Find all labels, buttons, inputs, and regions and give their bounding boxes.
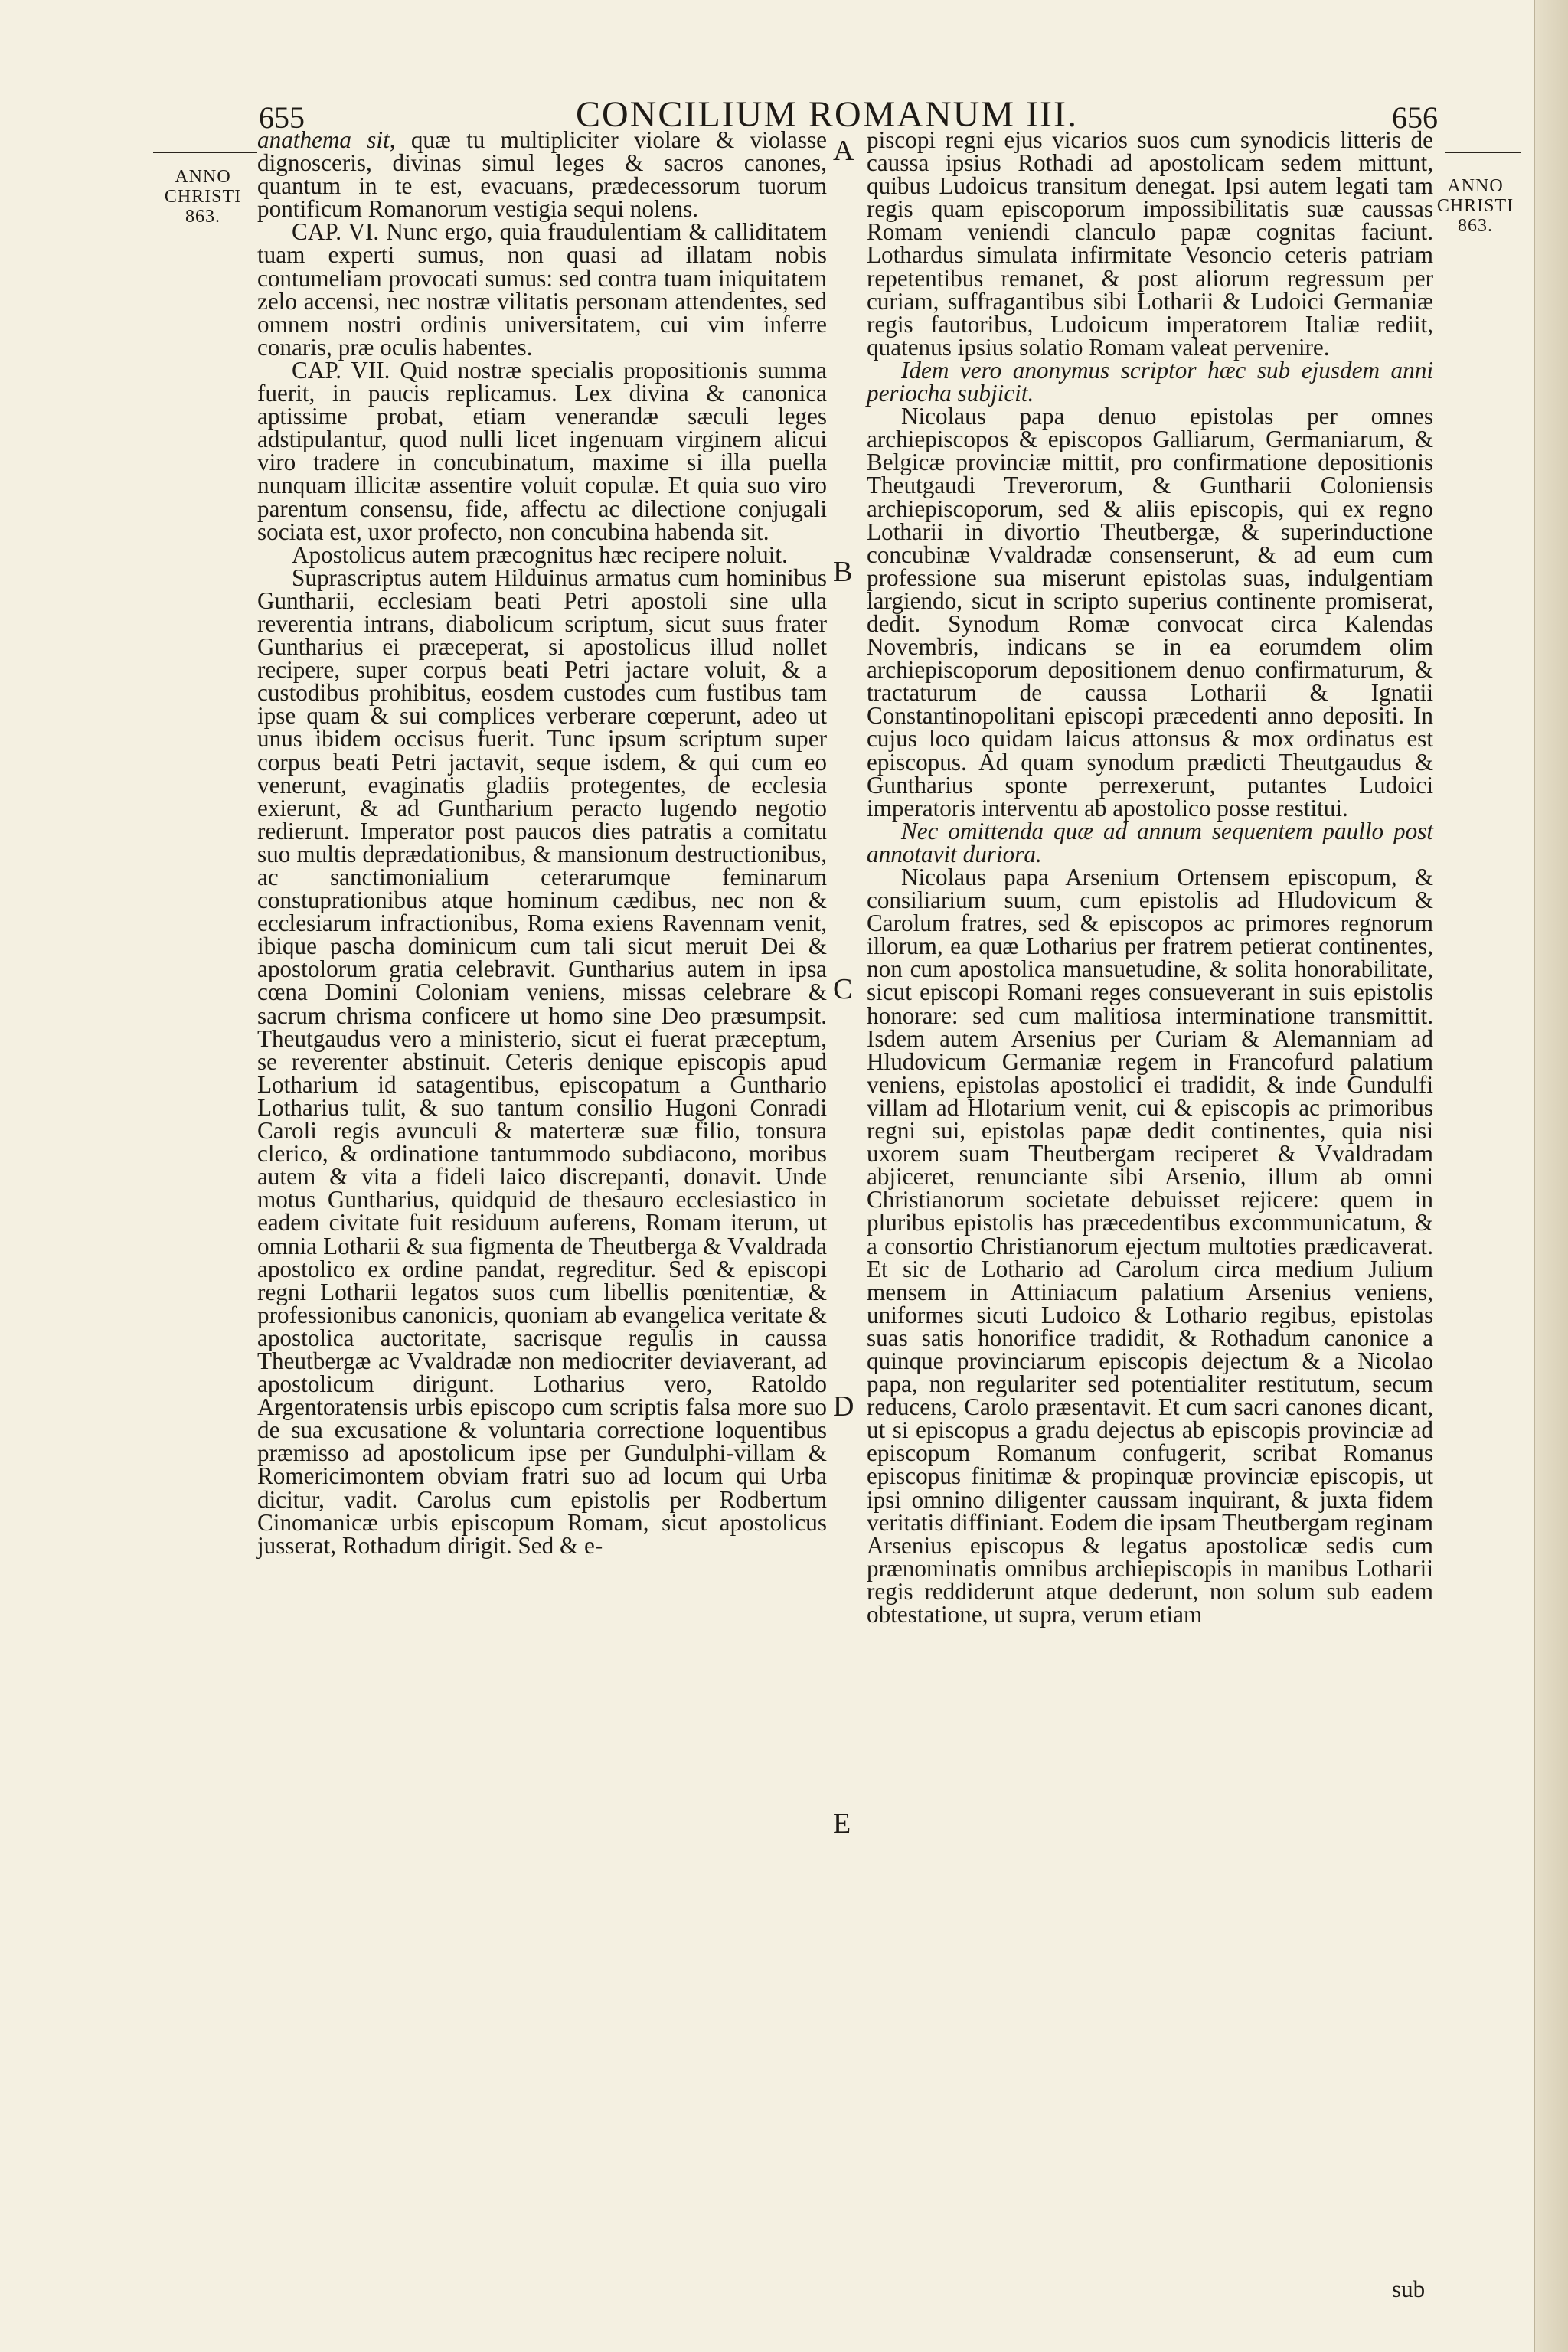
page-edge-shadow xyxy=(1534,0,1568,2352)
left-column xyxy=(257,126,827,1559)
running-title: CONCILIUM ROMANUM III. xyxy=(576,94,1078,135)
section-marker-a: A xyxy=(833,135,854,167)
margin-year-left: ANNO CHRISTI 863. xyxy=(164,167,242,227)
section-marker-d: D xyxy=(833,1390,854,1423)
italic-phrase: anathema sit xyxy=(257,126,390,153)
margin-rule-right xyxy=(1446,152,1521,153)
margin-year-right: ANNO CHRISTI 863. xyxy=(1436,176,1514,236)
section-marker-b: B xyxy=(833,556,853,588)
paragraph: Nicolaus papa Arsenium Ortensem episcopum, & consiliarium suum, cum epistolis ad Hludovicum & Carolum fratres, sed & episcopos ac primores regnorum illorum, ea quæ Lotharius per fratrem petierat continentes, non cum apostolica mansuetudine, & solita honorabilitate, sicut episcopi Romani reges consueverant in suis epistolis honorare: sed cum malitiosa interminatione transmittit. Isdem autem Arsenius per Curiam & Alemanniam ad Hludovicum Germaniæ regem in Francofurd palatium veniens, epistolas apostolici ei tradidit, & inde Gundulfi villam ad Hlotarium venit, cui & episcopis ac primoribus regni sui, epistolas papæ dedit continentes, quia nisi uxorem suam Theutbergam reciperet & Vvaldradam abjiceret, renunciante sibi Arsenio, illum ab omni Christianorum societate debuisset rejicere: quem in pluribus epistolis has præcedentibus excommunicatum, & a consortio Christianorum ejectum multoties prædicaverat. Et sic de Lothario ad Carolum circa medium Julium mensem in Attiniacum palatium Arsenius veniens, uniformes sicuti Ludoico & Lothario regibus, epistolas suas satis honorifice tradidit, & Rothadum canonice a quinque provinciarum episcopis dejectum & a Nicolao papa, non regulariter sed potentialiter restitutum, secum reducens, Carolo præsentavit. Et cum sacri canones dicant, ut si episcopus a gradu dejectus ab episcopis provinciæ ad episcopum Romanum confugerit, scribat Romanus episcopus finitimæ & propinquæ provinciæ episcopis, ut ipsi omnino diligenter caussam inquirant, & juxta fidem veritatis diffiniant. Eodem die ipsam Theutbergam reginam Arsenius episcopus & legatus apostolicæ sedis cum prænominatis omnibus archiepiscopis in manibus Lotharii regis reddiderunt atque dederunt, non solum sub eadem obtestatione, ut supra, verum etiam xyxy=(867,864,1433,1628)
right-column xyxy=(867,126,1433,1628)
page-number-right: 656 xyxy=(1392,100,1438,135)
paragraph: CAP. VI. Nunc ergo, quia fraudulentiam & calliditatem tuam experti sumus, non quasi ad illatam nobis contumeliam provocati sumus: sed contra tuam iniquitatem zelo accensi, nec nostræ vilitatis personam attendentes, sed omnem nostri ordinis universitatem, cui vim inferre conaris, præ oculis habentes. xyxy=(257,218,827,361)
section-marker-c: C xyxy=(833,973,853,1005)
paragraph: Suprascriptus autem Hilduinus armatus cum hominibus Guntharii, ecclesiam beati Petri apostoli sine ulla reverentia intrans, diabolicum scriptum, sicut suus frater Guntharius ei præceperat, si apostolicus illud nollet recipere, super corpus beati Petri jactare voluit, & a custodibus prohibitus, eosdem custodes cum fustibus tam ipse quam & sui complices verberare cœperunt, adeo ut unus ibidem occisus fuerit. Tunc ipsum scriptum super corpus beati Petri jactavit, seque isdem, & qui cum eo venerunt, evaginatis gladiis protegentes, de ecclesia exierunt, & ad Guntharium peracto lugendo negotio redierunt. Imperator post paucos dies patratis a comitatu suo multis deprædationibus, & mansionum destructionibus, ac sanctimonialium ceterarumque feminarum constuprationibus atque hominum cædibus, nec non & ecclesiarum infractionibus, Roma exiens Ravennam venit, ibique pascha dominicum cum tali sicut meruit Dei & apostolorum gratia celebravit. Guntharius autem in ipsa cœna Domini Coloniam veniens, missas celebrare & sacrum chrisma conficere ut homo sine Deo præsumpsit. Theutgaudus vero a ministerio, sicut ei fuerat præceptum, se reverenter abstinuit. Ceteris denique episcopis apud Lotharium id satagentibus, episcopatum a Gunthario Lotharius tulit, & suo tantum consilio Hugoni Conradi Caroli regis avunculi & materteræ suæ filio, tonsura clerico, & ordinatione tantummodo subdiacono, moribus autem & vita a fideli laico discrepanti, donavit. Unde motus Guntharius, quidquid de thesauro ecclesiastico in eadem civitate fuit residuum auferens, Romam iterum, ut omnia Lotharii & sua figmenta de Theutberga & Vvaldrada apostolico ex ordine pandat, regreditur. Sed & episcopi regni Lotharii legatos suos cum libellis pœnitentiæ, & professionibus canonicis, quoniam ab evangelica veritate & apostolica auctoritate, sacrisque regulis in caussa Theutbergæ ac Vvaldradæ non mediocriter deviaverant, ad apostolicum dirigunt. Lotharius vero, Ratoldo Argentoratensis urbis episcopo cum scriptis falsa more suo de sua excusatione & voluntaria correctione loquentibus præmisso ad apostolicum ipse per Gundulphi-villam & Romericimontem obviam fratri suo ad locum qui Urba dicitur, vadit. Carolus cum epistolis per Rodbertum Cinomanicæ urbis episcopum Romam, sicut apostolicus jusserat, Rothadum dirigit. Sed & e- xyxy=(257,564,827,1559)
page-number-left: 655 xyxy=(259,100,305,135)
page-edge-line xyxy=(1534,0,1535,2352)
paragraph: CAP. VII. Quid nostræ specialis propositionis summa fuerit, in paucis replicamus. Lex divina & canonica aptissime probat, etiam venerandæ sæculi leges adstipulantur, quod nulli licet ingenuam virginem alicui viro tradere in concubinatum, maxime si illa puella nunquam illicitæ assentire voluit copulæ. Et quia suo viro parentum consensu, fide, affectu ac dilectione conjugali sociata est, uxor profecto, non concubina habenda sit. xyxy=(257,356,827,545)
margin-rule-left xyxy=(153,152,257,153)
catchword: sub xyxy=(1392,2275,1426,2302)
italic-note: Nec omittenda quæ ad annum sequentem paullo post annotavit duriora. xyxy=(867,817,1433,867)
paragraph: Nicolaus papa denuo epistolas per omnes archiepiscopos & episcopos Galliarum, Germaniarum, & Belgicæ provinciæ mittit, pro confirmatione depositionis Theutgaudi Treverorum, & Guntharii Coloniensis archiepiscoporum, sed & aliis episcopis, qui ex regno Lotharii in divortio Theutbergæ, & superinductione concubinæ Vvaldradæ consenserunt, & ad eum cum professione sua miserunt epistolas suas, indulgentiam largiendo, sicut in scripto superius continente promiserat, dedit. Synodum Romæ convocat circa Kalendas Novembris, indicans se in ea eorumdem olim archiepiscoporum depositionem denuo confirmaturum, & tractaturum de caussa Lotharii & Ignatii Constantinopolitani episcopi præcedenti anno depositi. In cujus loco quidam laicus attonsus & mox ordinatus est episcopus. Ad quam synodum prædicti Theutgaudus & Guntharius sponte perrexerunt, putantes Ludoici imperatoris interventu ab apostolico posse restitui. xyxy=(867,403,1433,822)
italic-note: Idem vero anonymus scriptor hæc sub ejusdem anni periocha subjicit. xyxy=(867,356,1433,407)
paragraph: piscopi regni ejus vicarios suos cum synodicis litteris de caussa ipsius Rothadi ad apostolicam sedem mittunt, quibus Ludoicus transitum denegat. Ipsi autem legati tam regis quam episcoporum impossibilitatis suæ caussas Romam veniendi clanculo papæ cognitas faciunt. Lothardus simulata infirmitate Vesoncio ceteris patriam repetentibus remanet, & post aliorum regressum per curiam, suffragantibus sibi Lotharii & Ludoici Germaniæ regis fautoribus, Ludoicum imperatorem Italiæ rediit, quatenus ipsius solatio Romam valeat pervenire. xyxy=(867,126,1433,361)
paragraph: Apostolicus autem præcognitus hæc recipere noluit. xyxy=(292,541,788,568)
paragraph-text: , quæ tu multipliciter violare & violasse dignosceris, divinas simul leges & sacros canones, quantum in te est, evacuans, prædecessorum tuorum pontificum Romanorum vestigia sequi nolens. xyxy=(257,126,827,223)
section-marker-e: E xyxy=(833,1808,851,1840)
paragraph xyxy=(257,126,827,223)
